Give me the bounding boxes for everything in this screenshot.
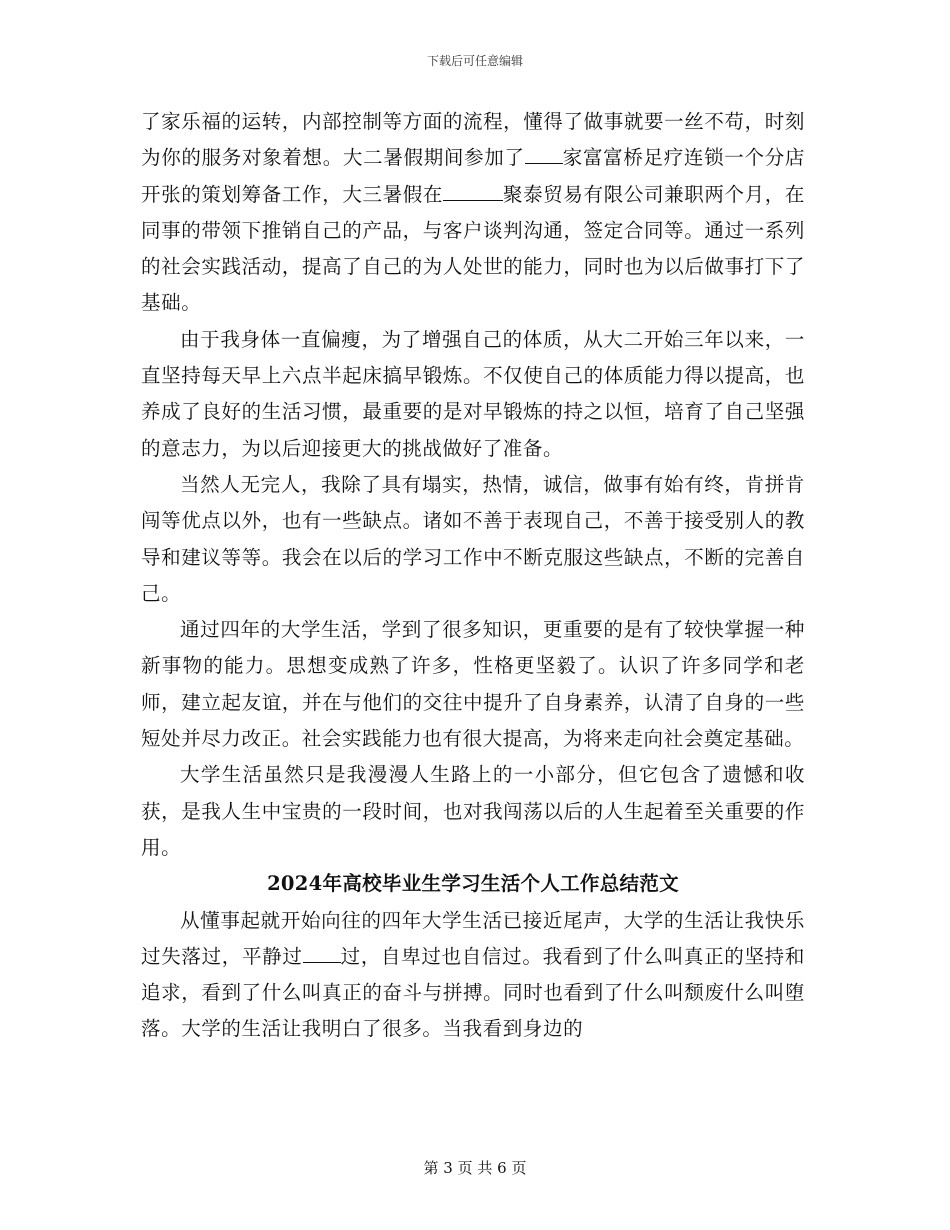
page-number: 第 3 页 共 6 页	[423, 1159, 527, 1177]
paragraph-6	[141, 903, 805, 1048]
fill-blank-1	[525, 143, 563, 164]
paragraph-1-part-b: 家富富桥足疗连锁一个分店开张的策划筹备工作，大三暑假在	[141, 146, 805, 206]
document-body	[141, 104, 805, 1048]
paragraph-1	[141, 104, 805, 322]
paragraph-1-part-a: 了家乐福的运转，内部控制等方面的流程，懂得了做事就要一丝不苟，时刻为你的服务对象着想。大二暑假期间参加了	[141, 110, 805, 170]
paragraph-3: 当然人无完人，我除了具有塌实，热情，诚信，做事有始有终，肯拼肯闯等优点以外，也有一些缺点。诸如不善于表现自己，不善于接受别人的教导和建议等等。我会在以后的学习工作中不断克服这些缺点，不断的完善自己。	[141, 472, 805, 605]
fill-blank-2	[443, 179, 503, 200]
paragraph-5: 大学生活虽然只是我漫漫人生路上的一小部分，但它包含了遗憾和收获，是我人生中宝贵的一段时间，也对我闯荡以后的人生起着至关重要的作用。	[141, 763, 805, 859]
paragraph-6-part-b: 过，自卑过也自信过。我看到了什么叫真正的坚持和追求，看到了什么叫真正的奋斗与拼搏。同时也看到了什么叫颓废什么叫堕落。大学的生活让我明白了很多。当我看到身边的	[141, 944, 805, 1041]
section-heading: 2024年高校毕业生学习生活个人工作总结范文	[267, 872, 679, 896]
fill-blank-3	[303, 941, 341, 962]
page-header-note: 下载后可任意编辑	[426, 54, 523, 68]
paragraph-2: 由于我身体一直偏瘦，为了增强自己的体质，从大二开始三年以来，一直坚持每天早上六点半起床搞早锻炼。不仅使自己的体质能力得以提高，也养成了良好的生活习惯，最重要的是对早锻炼的持之以恒，培育了自己坚强的意志力，为以后迎接更大的挑战做好了准备。	[141, 327, 805, 460]
paragraph-4: 通过四年的大学生活，学到了很多知识，更重要的是有了较快掌握一种新事物的能力。思想变成熟了许多，性格更坚毅了。认识了许多同学和老师，建立起友谊，并在与他们的交往中提升了自身素养，认清了自身的一些短处并尽力改正。社会实践能力也有很大提高，为将来走向社会奠定基础。	[141, 618, 805, 751]
paragraph-1-part-c: 聚泰贸易有限公司兼职两个月，在同事的带领下推销自己的产品，与客户谈判沟通，签定合同等。通过一系列的社会实践活动，提高了自己的为人处世的能力，同时也为以后做事打下了基础。	[141, 182, 805, 315]
paragraph-6-part-a: 从懂事起就开始向往的四年大学生活已接近尾声，大学的生活让我快乐过失落过，平静过	[141, 908, 805, 968]
